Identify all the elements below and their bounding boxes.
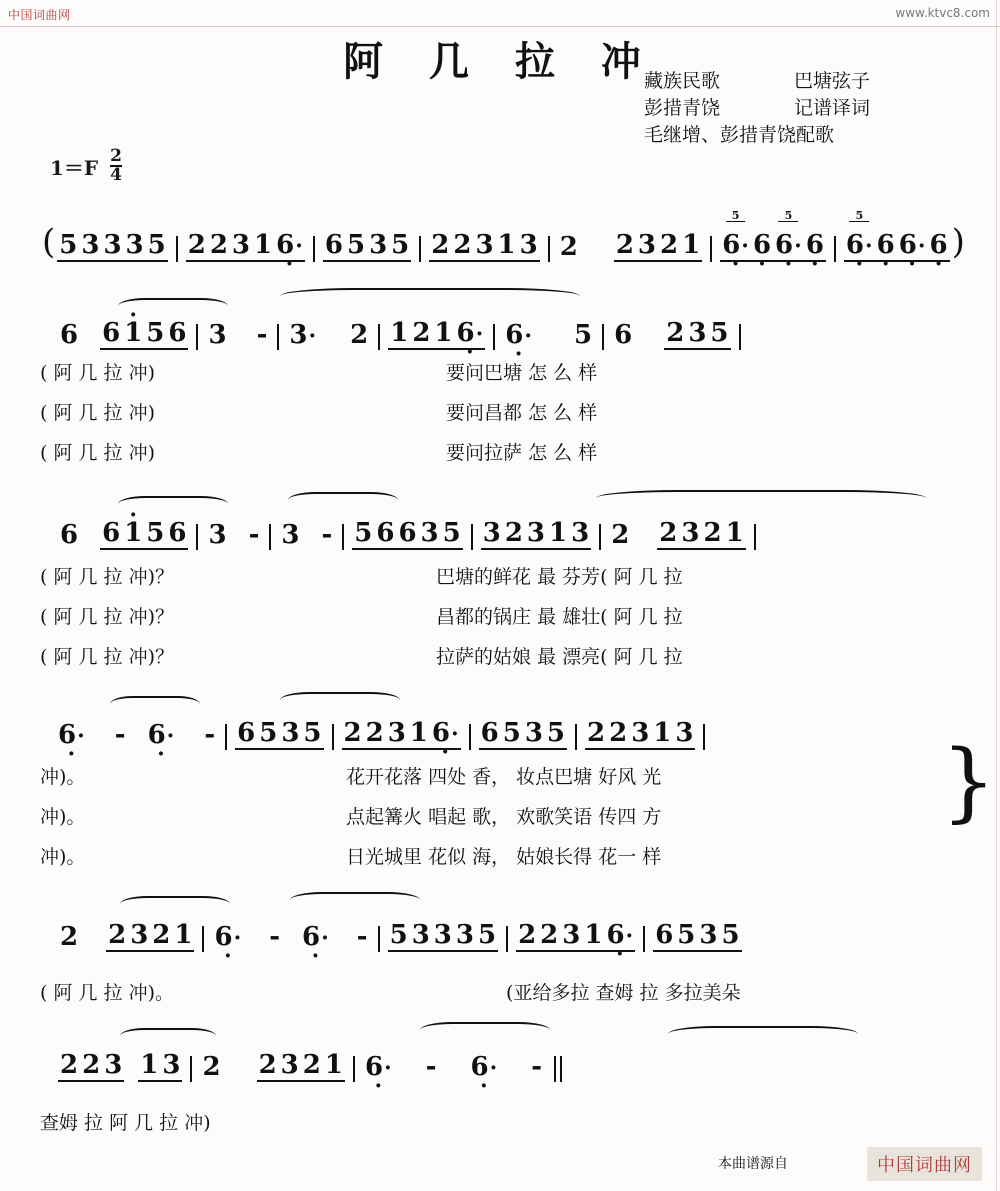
note: 3	[519, 230, 538, 260]
note: 2	[703, 518, 722, 548]
page-title: 阿 几 拉 冲	[343, 38, 657, 85]
note: 6	[237, 718, 256, 748]
note: · 6 ·	[146, 720, 177, 750]
music-system-4	[40, 698, 980, 750]
note: 6	[324, 230, 343, 260]
note: 1	[653, 718, 672, 748]
lyric-line	[40, 802, 980, 829]
note: 1 ·	[122, 318, 144, 350]
note: 2	[587, 718, 606, 748]
barline	[548, 236, 550, 262]
note: 3 ·	[287, 320, 318, 350]
note: 1	[434, 318, 453, 348]
music-system-6	[40, 1028, 980, 1082]
note: 5	[677, 920, 696, 950]
slur-arc	[420, 1022, 550, 1038]
note: 2	[82, 1050, 101, 1080]
note: 5	[146, 518, 165, 548]
note: 3	[475, 230, 494, 260]
note: 6	[168, 318, 187, 348]
note: 3	[681, 518, 700, 548]
note: 1 ·	[122, 518, 144, 550]
note: 6	[655, 920, 674, 950]
lyric-line	[40, 978, 980, 1005]
note: 6	[60, 520, 79, 550]
note-row	[40, 518, 980, 550]
music-system-5	[40, 898, 980, 952]
lyric-text: ( 阿 几 拉 冲)？	[40, 646, 174, 668]
note: 3	[130, 920, 149, 950]
note: 1	[409, 718, 428, 748]
rest-dash: -	[356, 922, 368, 952]
lyric-text: 冲)。	[40, 766, 86, 788]
note: 2	[258, 1050, 277, 1080]
note: 5	[59, 230, 78, 260]
note: 2	[453, 230, 472, 260]
verse-brace: }	[941, 732, 996, 832]
note: · 6 5 ·	[720, 230, 751, 262]
lyric-text: ( 阿 几 拉 冲)	[40, 402, 155, 424]
lyric-text: 巴塘的鲜花 最 芬芳( 阿 几 拉	[436, 566, 683, 588]
lyric-text: 要问拉萨 怎 么 样	[446, 442, 598, 464]
credit-row	[644, 68, 964, 95]
lyric-text: 花开花落 四处 香， 妆点巴塘 好风 光	[346, 766, 662, 788]
note: 2	[343, 718, 362, 748]
note: 3	[455, 920, 474, 950]
barline	[332, 724, 334, 750]
note: 1	[140, 1050, 159, 1080]
note: 1	[725, 518, 744, 548]
lyric-text: ( 阿 几 拉 冲)	[40, 362, 155, 384]
note: 6	[480, 718, 499, 748]
note: 5	[502, 718, 521, 748]
note: · 6	[804, 230, 826, 262]
lyric-text: 查姆 拉 阿 几 拉 冲)	[40, 1112, 211, 1134]
barline	[196, 324, 198, 350]
note: · 6 ·	[469, 1052, 500, 1082]
barline	[703, 724, 705, 750]
note: 3	[125, 230, 144, 260]
note: 3	[675, 718, 694, 748]
note: 3	[387, 718, 406, 748]
note: 1	[682, 230, 701, 260]
slur-arc	[280, 692, 400, 708]
note: · 6 ·	[212, 922, 243, 952]
barline	[575, 724, 577, 750]
note: 5	[259, 718, 278, 748]
note: 3	[104, 1050, 123, 1080]
source-note: 本曲谱源自	[718, 1156, 788, 1172]
note: 6	[60, 320, 79, 350]
lyric-text: 拉萨的姑娘 最 漂亮( 阿 几 拉	[436, 646, 683, 668]
note: 2	[666, 318, 685, 348]
note: 2	[209, 230, 228, 260]
note: 3	[571, 518, 590, 548]
note: 2	[659, 518, 678, 548]
credits-block	[644, 68, 964, 149]
note: 3	[433, 920, 452, 950]
barline	[269, 524, 271, 550]
rest-dash: -	[248, 520, 260, 550]
key-label: 1＝F	[50, 155, 99, 180]
barline	[342, 524, 344, 550]
barline	[353, 1056, 355, 1082]
slur-arc	[290, 892, 420, 908]
open-paren: (	[42, 222, 56, 262]
barline	[506, 926, 508, 952]
lyric-line	[40, 438, 980, 465]
slur-arc	[120, 1028, 216, 1044]
meter-numerator: 2	[110, 146, 122, 166]
note: 1	[324, 1050, 343, 1080]
note: 2	[302, 1050, 321, 1080]
note: 2	[431, 230, 450, 260]
credit-left: 藏族民歌	[644, 70, 721, 92]
slur-arc	[120, 896, 230, 912]
note: 5	[546, 718, 566, 748]
note: 3	[208, 320, 227, 350]
barline	[202, 926, 204, 952]
slur-arc	[110, 696, 200, 712]
note: 2	[60, 922, 79, 952]
barline	[739, 324, 741, 350]
lyric-text: 日光城里 花似 海， 姑娘长得 花一 样	[346, 846, 662, 868]
note: 1	[497, 230, 516, 260]
lyric-text: 要问巴塘 怎 么 样	[446, 362, 598, 384]
note: 3	[631, 718, 650, 748]
barline	[493, 324, 495, 350]
page-edge-line	[996, 0, 997, 1191]
slur-arc	[280, 288, 580, 304]
barline	[754, 524, 756, 550]
note: 3	[420, 518, 439, 548]
key-signature	[50, 148, 122, 184]
site-logo: 中国词曲网	[867, 1147, 982, 1181]
credit-row	[644, 122, 964, 149]
lyric-text: 点起篝火 唱起 歌， 欢歌笑语 传四 方	[346, 806, 662, 828]
note-row	[40, 718, 980, 750]
quintuplet-mark: 5	[849, 210, 869, 222]
barline	[710, 236, 712, 262]
music-system-1	[40, 209, 980, 262]
rest-dash: -	[204, 720, 216, 750]
lyric-text: ( 阿 几 拉 冲)。	[40, 982, 174, 1004]
lyric-line	[40, 1108, 980, 1135]
meter-denominator: 4	[110, 165, 122, 185]
note: 2	[615, 230, 634, 260]
rest-dash: -	[425, 1052, 437, 1082]
note: 3	[281, 718, 300, 748]
note: · 6	[928, 230, 950, 262]
note: 5	[146, 318, 165, 348]
note: 2	[660, 230, 679, 260]
header-divider	[0, 26, 1000, 27]
barline	[196, 524, 198, 550]
note: 2	[60, 1050, 79, 1080]
note: 5	[477, 920, 497, 950]
note: · 6 ·	[455, 318, 486, 350]
credit-right: 巴塘弦子	[794, 70, 871, 92]
note: 3	[369, 230, 388, 260]
slur-arc	[596, 490, 926, 506]
lyric-text: ( 阿 几 拉 冲)	[40, 442, 155, 464]
note: · 6 ·	[363, 1052, 394, 1082]
note: 2	[609, 718, 628, 748]
note: 3	[526, 518, 545, 548]
barline	[469, 724, 471, 750]
credit-right: 记谱译词	[794, 97, 871, 119]
lyric-text: ( 阿 几 拉 冲)？	[40, 606, 174, 628]
lyric-line	[40, 398, 980, 425]
note: 5	[389, 920, 408, 950]
note: 5	[710, 318, 729, 348]
note: 3	[281, 520, 300, 550]
lyric-line	[40, 602, 980, 629]
note: · 6 ·	[897, 230, 928, 262]
note: 2	[412, 318, 431, 348]
barline	[643, 926, 645, 952]
note: 2	[504, 518, 523, 548]
note: 1	[254, 230, 273, 260]
note: · 6 ·	[430, 718, 461, 750]
note: 2	[611, 520, 630, 550]
note: 5	[354, 518, 373, 548]
note: 5	[391, 230, 410, 260]
note: 2	[108, 920, 127, 950]
note: 3	[162, 1050, 181, 1080]
note-row	[40, 920, 980, 952]
note-row	[40, 209, 980, 262]
note: 2	[202, 1052, 221, 1082]
note: 2	[540, 920, 559, 950]
barline	[834, 236, 836, 262]
credit-row	[644, 95, 964, 122]
lyric-text: ( 阿 几 拉 冲)？	[40, 566, 174, 588]
note-row	[40, 1050, 980, 1082]
music-system-2	[40, 300, 980, 350]
watermark-right: www.ktvc8.com	[895, 6, 990, 20]
note: · 6	[751, 230, 773, 262]
note: · 6 ·	[503, 320, 534, 350]
note: 3	[231, 230, 251, 260]
note: 5	[442, 518, 461, 548]
note: 5	[346, 230, 366, 260]
barline	[277, 324, 279, 350]
note: 2	[152, 920, 171, 950]
barline	[190, 1056, 192, 1082]
note: 5	[147, 230, 166, 260]
slur-arc	[288, 492, 398, 508]
slur-arc	[668, 1026, 858, 1042]
note: 5	[721, 920, 740, 950]
barline	[419, 236, 421, 262]
lyric-line	[40, 562, 980, 589]
note: 6	[614, 320, 633, 350]
note: 3	[562, 920, 581, 950]
note: 2	[350, 320, 369, 350]
barline	[599, 524, 601, 550]
note: 3	[637, 230, 656, 260]
rest-dash: -	[321, 520, 333, 550]
note: 5	[574, 320, 593, 350]
lyric-line	[40, 642, 980, 669]
note: 3	[208, 520, 227, 550]
lyric-line	[40, 762, 980, 789]
final-barline-thick	[560, 1056, 562, 1082]
note: 3	[103, 230, 122, 260]
note: 6	[102, 318, 121, 348]
lyric-line	[40, 842, 980, 869]
barline	[176, 236, 178, 262]
note: · 6 5 ·	[773, 230, 804, 262]
barline	[602, 324, 604, 350]
barline	[313, 236, 315, 262]
note: 6	[398, 518, 417, 548]
lyric-text: 要问昌都 怎 么 样	[446, 402, 598, 424]
credit-left: 毛继增、彭措青饶配歌	[644, 124, 835, 146]
close-paren: )	[951, 222, 965, 262]
final-barline	[554, 1056, 556, 1082]
note: · 6	[875, 230, 897, 262]
note: 1	[390, 318, 409, 348]
rest-dash: -	[114, 720, 126, 750]
credit-left: 彭措青饶	[644, 97, 721, 119]
note: 1	[174, 920, 193, 950]
note: · 6 ·	[56, 720, 87, 750]
note: 1	[549, 518, 568, 548]
note: 6	[168, 518, 187, 548]
note: 2	[187, 230, 206, 260]
music-system-3	[40, 498, 980, 550]
note: · 6 ·	[300, 922, 331, 952]
note: 2	[559, 232, 578, 262]
lyric-text: 昌都的锅庄 最 雄壮( 阿 几 拉	[436, 606, 683, 628]
barline	[471, 524, 473, 550]
note: 3	[688, 318, 707, 348]
note: 5	[303, 718, 322, 748]
quintuplet-mark: 5	[779, 210, 799, 222]
quintuplet-mark: 5	[726, 210, 746, 222]
note: 2	[365, 718, 384, 748]
note: 3	[482, 518, 501, 548]
note: 6	[102, 518, 121, 548]
lyric-text: 冲)。	[40, 806, 86, 828]
note: · 6 ·	[604, 920, 635, 952]
note-row	[40, 318, 980, 350]
barline	[378, 926, 380, 952]
note: 2	[518, 920, 537, 950]
barline	[225, 724, 227, 750]
note: 3	[699, 920, 718, 950]
note: · 6 ·	[274, 230, 305, 262]
note: 3	[411, 920, 430, 950]
note: 3	[280, 1050, 299, 1080]
time-signature	[110, 148, 122, 184]
lyric-text: (亚给多拉 查姆 拉 多拉美朵	[506, 982, 741, 1004]
watermark-left: 中国词曲网	[8, 8, 71, 22]
barline	[378, 324, 380, 350]
rest-dash: -	[531, 1052, 543, 1082]
note: 1	[584, 920, 603, 950]
note: · 6 5 ·	[844, 230, 875, 262]
rest-dash: -	[256, 320, 268, 350]
note: 3	[524, 718, 543, 748]
lyric-line	[40, 358, 980, 385]
rest-dash: -	[269, 922, 281, 952]
note: 3	[81, 230, 100, 260]
lyric-text: 冲)。	[40, 846, 86, 868]
note: 6	[376, 518, 395, 548]
